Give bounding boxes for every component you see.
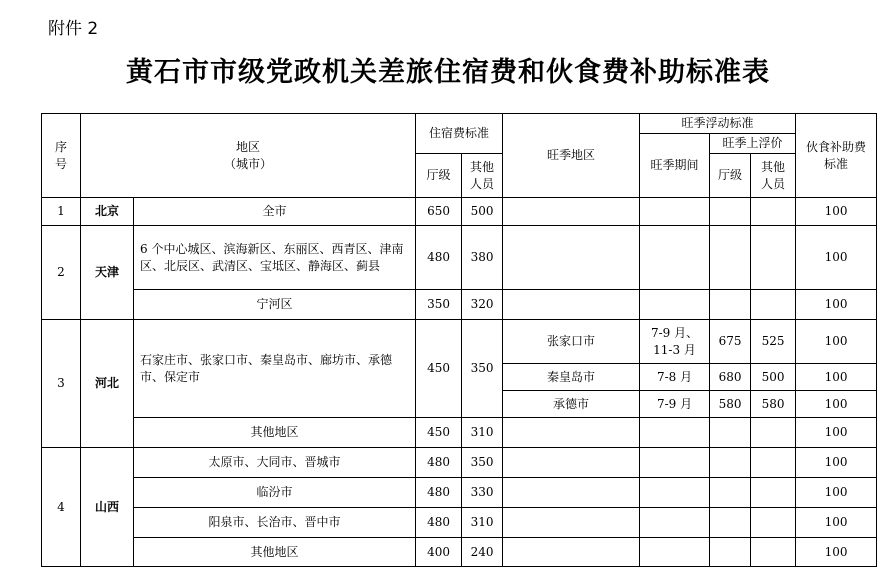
lodging-other: 330 [462,478,503,508]
row-seq: 2 [42,226,81,320]
peak-other: 580 [751,391,796,418]
attachment-label: 附件 2 [48,19,99,39]
peak-region: 秦皇岛市 [503,364,640,391]
table-row [42,198,877,226]
peak-period: 7-9 月 [640,391,710,418]
area-cell: 太原市、大同市、晋城市 [134,448,416,478]
peak-director: 580 [710,391,751,418]
area-cell: 其他地区 [134,418,416,448]
header-seq: 序号 [42,114,81,198]
province-name: 天津 [81,226,134,320]
table-row [42,290,877,320]
area-cell: 临汾市 [134,478,416,508]
meal-cell: 100 [796,538,877,567]
table-row [42,418,877,448]
header-lodging-director: 厅级 [416,154,462,198]
peak-period: 7-8 月 [640,364,710,391]
area-cell: 石家庄市、张家口市、秦皇岛市、廊坊市、承德市、保定市 [134,320,416,418]
province-name: 河北 [81,320,134,448]
area-cell: 全市 [134,198,416,226]
lodging-director: 480 [416,478,462,508]
meal-cell: 100 [796,364,877,391]
standards-table [41,113,877,567]
lodging-other: 350 [462,448,503,478]
meal-cell: 100 [796,418,877,448]
table-row [42,478,877,508]
row-seq: 3 [42,320,81,448]
lodging-director: 450 [416,320,462,418]
table-row [42,508,877,538]
meal-cell: 100 [796,198,877,226]
lodging-other: 500 [462,198,503,226]
header-meal: 伙食补助费标准 [796,114,877,198]
lodging-director: 650 [416,198,462,226]
header-peak-period: 旺季期间 [640,134,710,198]
area-cell: 宁河区 [134,290,416,320]
lodging-director: 480 [416,448,462,478]
lodging-director: 400 [416,538,462,567]
meal-cell: 100 [796,290,877,320]
lodging-director: 480 [416,508,462,538]
lodging-other: 320 [462,290,503,320]
table-row [42,320,877,364]
lodging-other: 240 [462,538,503,567]
header-lodging: 住宿费标准 [416,114,503,154]
peak-director: 675 [710,320,751,364]
meal-cell: 100 [796,508,877,538]
peak-director: 680 [710,364,751,391]
header-region [81,114,416,198]
header-peak-raise: 旺季上浮价 [710,134,796,154]
area-cell: 其他地区 [134,538,416,567]
meal-cell: 100 [796,226,877,290]
meal-cell: 100 [796,448,877,478]
meal-cell: 100 [796,320,877,364]
province-name: 北京 [81,198,134,226]
lodging-director: 450 [416,418,462,448]
table-row [42,538,877,567]
row-seq: 4 [42,448,81,567]
peak-other: 500 [751,364,796,391]
header-peak-region: 旺季地区 [503,114,640,198]
peak-period: 7-9 月、11-3 月 [640,320,710,364]
table-row [42,448,877,478]
lodging-other: 310 [462,508,503,538]
header-lodging-other: 其他人员 [462,154,503,198]
document-title: 黄石市市级党政机关差旅住宿费和伙食费补助标准表 [126,57,770,88]
lodging-other: 350 [462,320,503,418]
meal-cell: 100 [796,478,877,508]
area-cell: 6 个中心城区、滨海新区、东丽区、西青区、津南区、北辰区、武清区、宝坻区、静海区、蓟县 [134,226,416,290]
header-region-sub: （城市） [224,156,273,171]
header-peak-director: 厅级 [710,154,751,198]
meal-cell: 100 [796,391,877,418]
lodging-director: 480 [416,226,462,290]
table-row [42,226,877,290]
header-peak-other: 其他人员 [751,154,796,198]
lodging-director: 350 [416,290,462,320]
header-region-label: 地区 [236,139,261,154]
peak-region: 承德市 [503,391,640,418]
header-peak-float: 旺季浮动标准 [640,114,796,134]
row-seq: 1 [42,198,81,226]
lodging-other: 310 [462,418,503,448]
lodging-other: 380 [462,226,503,290]
province-name: 山西 [81,448,134,567]
peak-region: 张家口市 [503,320,640,364]
peak-other: 525 [751,320,796,364]
area-cell: 阳泉市、长治市、晋中市 [134,508,416,538]
